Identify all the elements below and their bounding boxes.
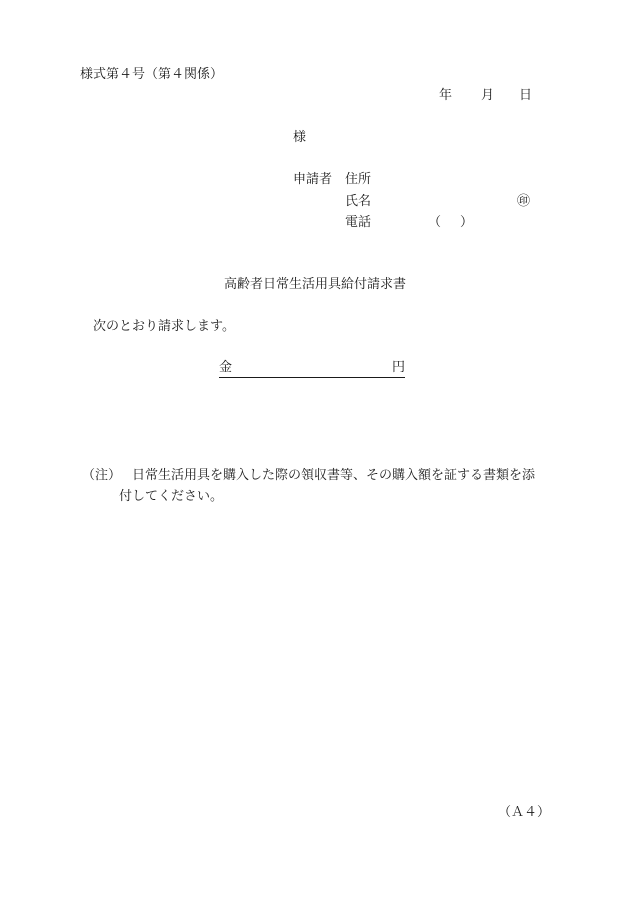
- note-line-1: 日常生活用具を購入した際の領収書等、その購入額を証する書類を添: [132, 468, 536, 483]
- document-title: 高齢者日常生活用具給付請求書: [223, 277, 406, 292]
- date-month-label: 月: [481, 88, 495, 103]
- addressee-suffix: 様: [293, 130, 307, 145]
- form-number: 様式第４号（第４関係）: [80, 67, 224, 82]
- seal-icon: ㊞: [517, 194, 531, 209]
- amount-suffix: 円: [391, 360, 405, 375]
- phone-label: 電話: [345, 215, 372, 230]
- request-statement: 次のとおり請求します。: [93, 319, 235, 334]
- note-label: （注）: [82, 468, 122, 483]
- phone-paren-close: ）: [460, 215, 474, 230]
- amount-field: [219, 361, 405, 378]
- phone-paren-open: （: [428, 215, 442, 230]
- date-day-label: 日: [519, 88, 533, 103]
- amount-prefix: 金: [219, 360, 233, 375]
- name-label: 氏名: [345, 194, 372, 209]
- applicant-label: 申請者: [293, 172, 333, 187]
- date-year-label: 年: [439, 88, 453, 103]
- note-line-2: 付してください。: [119, 489, 224, 504]
- address-label: 住所: [345, 172, 372, 187]
- paper-size-label: （Ａ４）: [498, 805, 551, 820]
